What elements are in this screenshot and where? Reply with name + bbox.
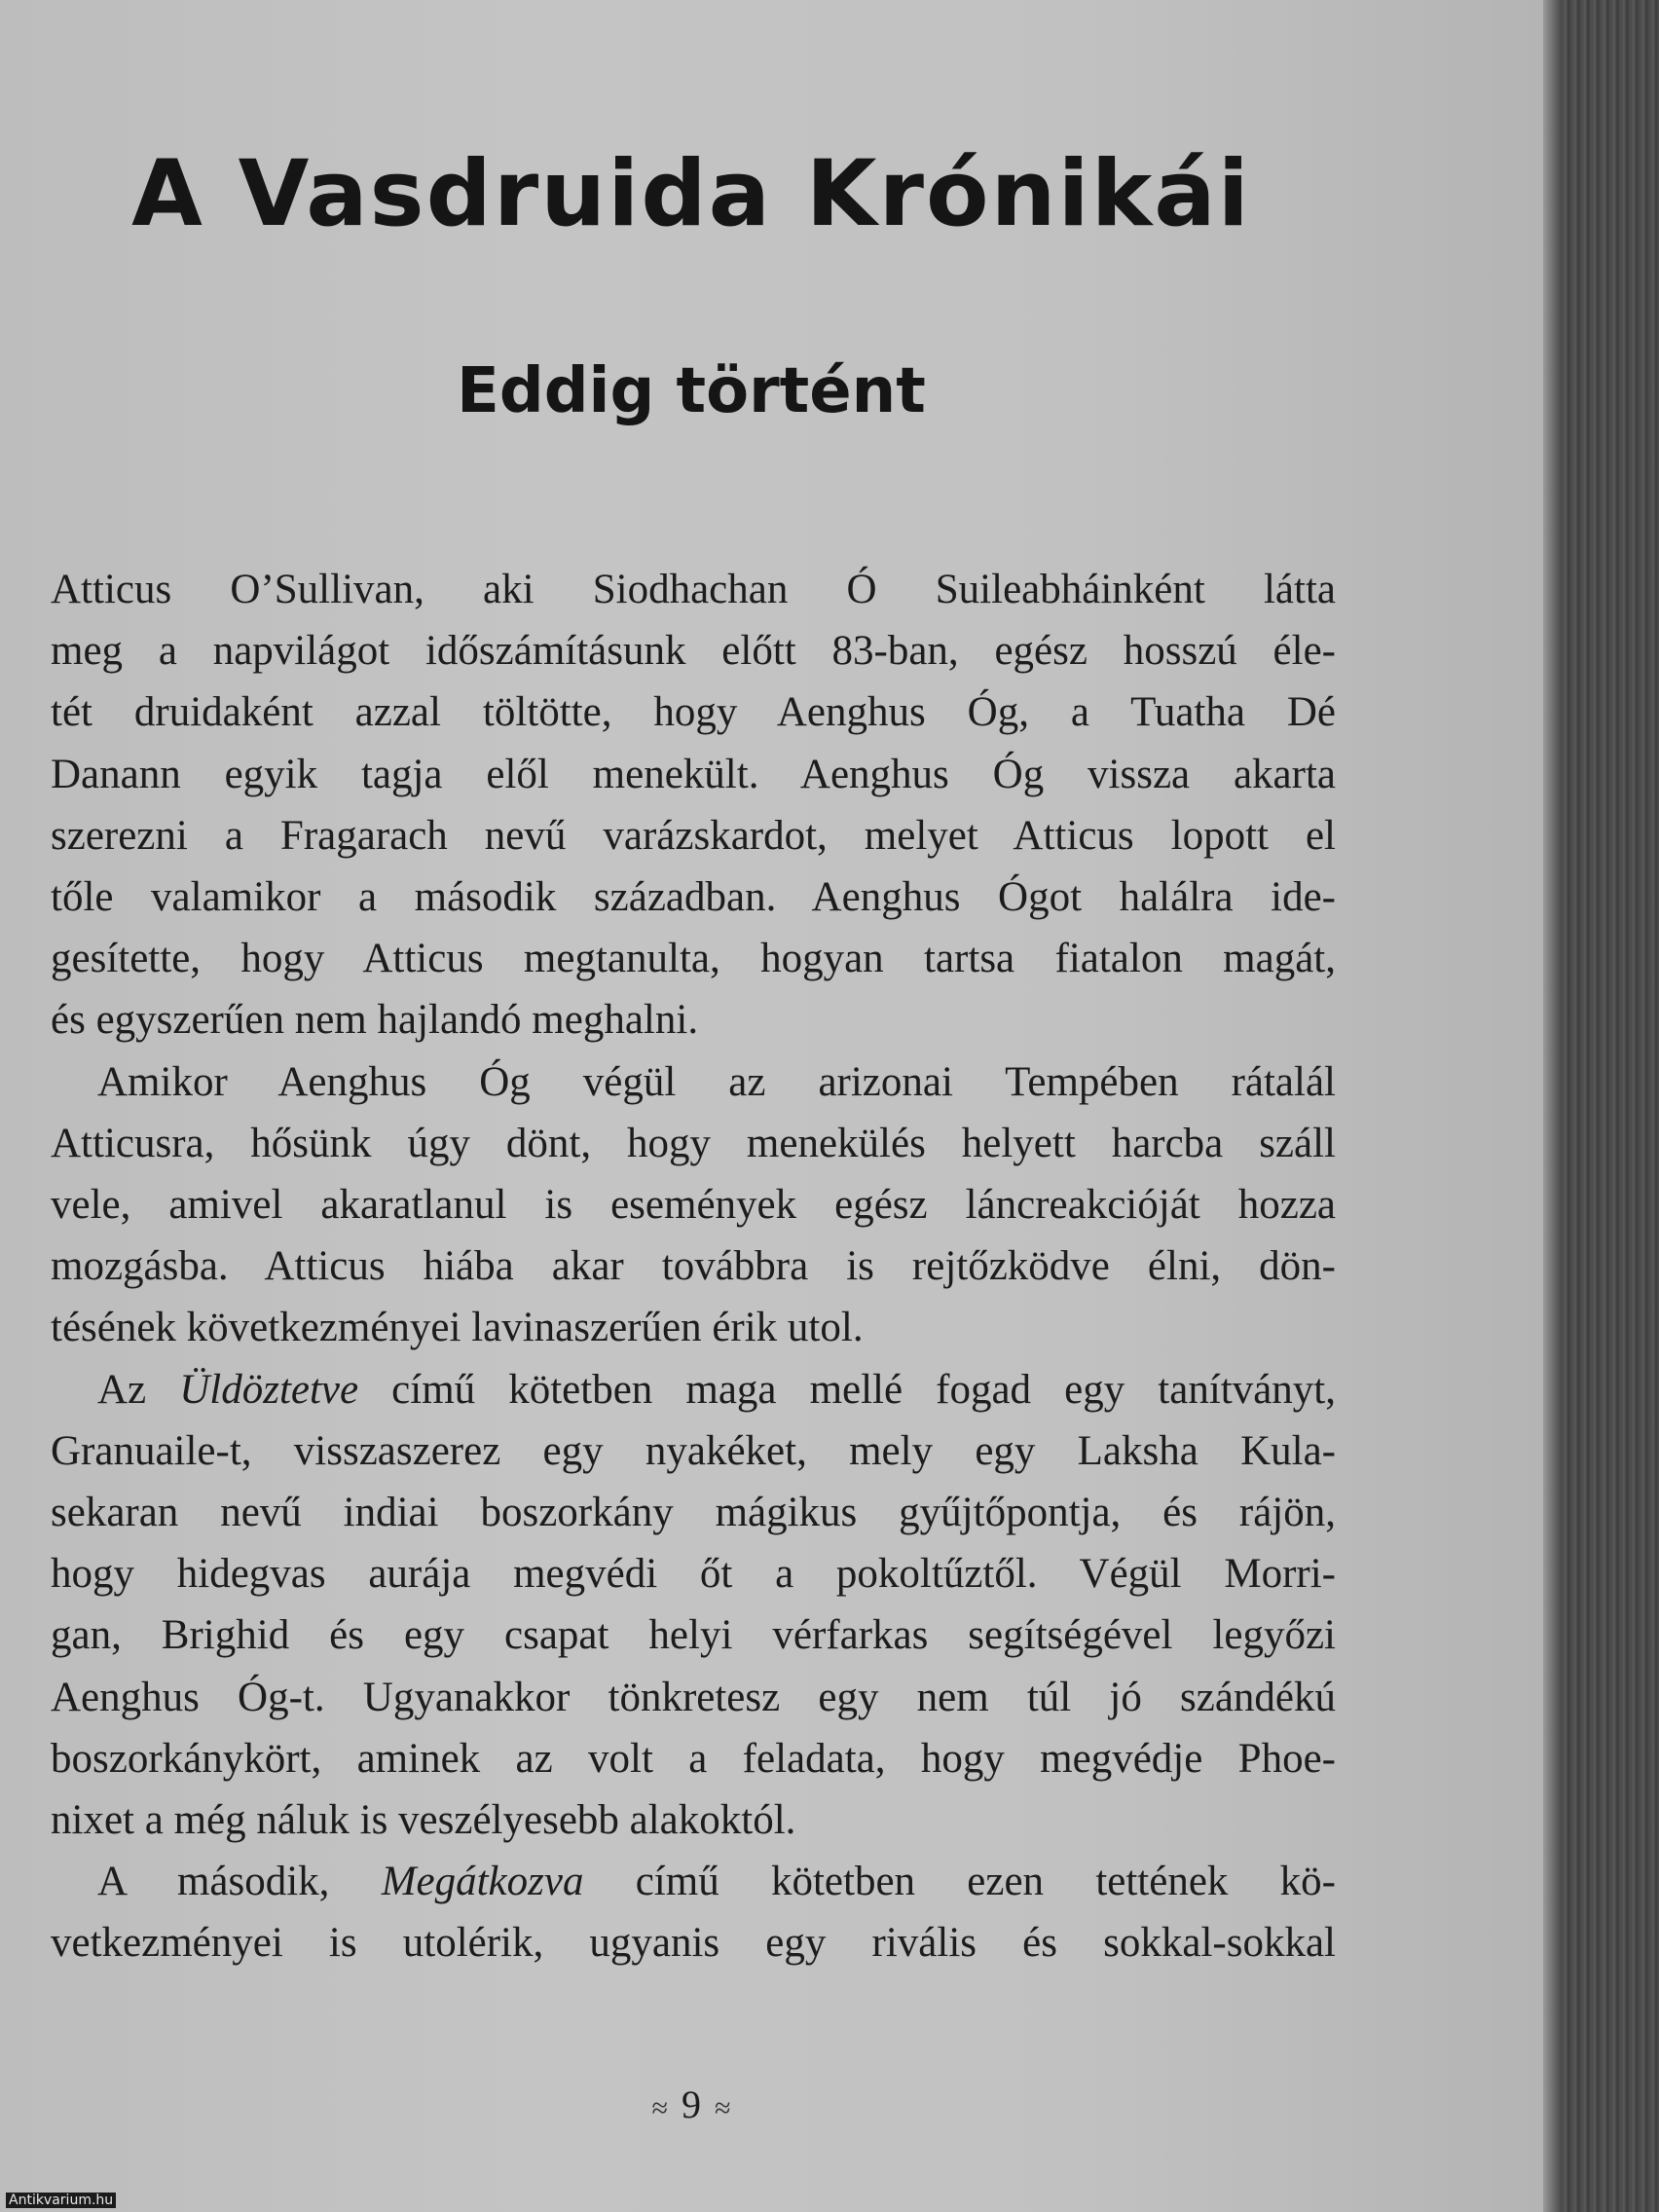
text-run: című kötetben ezen tettének kö- bbox=[583, 1859, 1336, 1905]
text-line: gan, Brighid és egy csapat helyi vérfarkas segítségével legyőzi bbox=[51, 1612, 1336, 1659]
section-heading: Eddig történt bbox=[457, 355, 926, 427]
text-run: Az bbox=[97, 1366, 180, 1413]
text-run: A második, bbox=[97, 1859, 382, 1905]
book-title-italic: Üldöztetve bbox=[179, 1366, 359, 1413]
page-number-footer bbox=[584, 2082, 798, 2127]
text-line: nixet a még náluk is veszélyesebb alakoktól. bbox=[51, 1797, 796, 1844]
text-line: Aenghus Óg-t. Ugyanakkor tönkretesz egy nem túl jó szándékú bbox=[51, 1674, 1336, 1720]
body-text bbox=[51, 559, 1336, 1974]
text-line: Amikor Aenghus Óg végül az arizonai Tempében rátalál bbox=[97, 1058, 1336, 1105]
page-title: A Vasdruida Krónikái bbox=[131, 141, 1251, 247]
text-line: hogy hidegvas aurája megvédi őt a pokoltűztől. Végül Morri- bbox=[51, 1551, 1336, 1598]
text-line: szerezni a Fragarach nevű varázskardot, melyet Atticus lopott el bbox=[51, 812, 1336, 859]
text-line: tésének következményei lavinaszerűen érik utol. bbox=[51, 1305, 864, 1351]
text-line: Danann egyik tagja elől menekült. Aenghus Óg vissza akarta bbox=[51, 751, 1336, 797]
text-line: meg a napvilágot időszámításunk előtt 83-ban, egész hosszú éle- bbox=[51, 628, 1336, 675]
ornament-right-icon: ≈ bbox=[715, 2091, 731, 2124]
paragraph-2 bbox=[51, 1051, 1336, 1359]
text-line: sekaran nevű indiai boszorkány mágikus gyűjtőpontja, és rájön, bbox=[51, 1490, 1336, 1536]
text-line: Granuaile-t, visszaszerez egy nyakéket, mely egy Laksha Kula- bbox=[51, 1427, 1336, 1474]
paragraph-3 bbox=[51, 1359, 1336, 1852]
text-line: vele, amivel akaratlanul is események egész láncreakcióját hozza bbox=[51, 1182, 1336, 1229]
text-line: mozgásba. Atticus hiába akar továbbra is rejtőzködve élni, dön- bbox=[51, 1243, 1336, 1290]
text-line: vetkezményei is utolérik, ugyanis egy rivális és sokkal-sokkal bbox=[51, 1920, 1336, 1967]
text-line: Atticus O’Sullivan, aki Siodhachan Ó Suileabháinként látta bbox=[51, 567, 1336, 612]
text-line: gesítette, hogy Atticus megtanulta, hogyan tartsa fiatalon magát, bbox=[51, 936, 1336, 982]
page-edge-shadow bbox=[1543, 0, 1561, 2212]
watermark: Antikvarium.hu bbox=[6, 2193, 116, 2208]
text-line bbox=[51, 1851, 1336, 1912]
text-line: és egyszerűen nem hajlandó meghalni. bbox=[51, 997, 699, 1044]
ornament-left-icon: ≈ bbox=[651, 2091, 668, 2124]
text-line bbox=[51, 1359, 1336, 1420]
page-stack-edge bbox=[1543, 0, 1659, 2212]
page-number: 9 bbox=[682, 2083, 701, 2126]
paragraph-1 bbox=[51, 559, 1336, 1051]
text-line: boszorkánykört, aminek az volt a feladata, hogy megvédje Phoe- bbox=[51, 1735, 1336, 1782]
text-line: tét druidaként azzal töltötte, hogy Aenghus Óg, a Tuatha Dé bbox=[51, 689, 1336, 736]
paragraph-4 bbox=[51, 1851, 1336, 1973]
text-line: tőle valamikor a második században. Aenghus Ógot halálra ide- bbox=[51, 874, 1336, 921]
book-title-italic: Megátkozva bbox=[381, 1859, 584, 1905]
text-line: Atticusra, hősünk úgy dönt, hogy menekülés helyett harcba száll bbox=[51, 1120, 1336, 1166]
text-run: című kötetben maga mellé fogad egy tanítványt, bbox=[358, 1366, 1336, 1413]
